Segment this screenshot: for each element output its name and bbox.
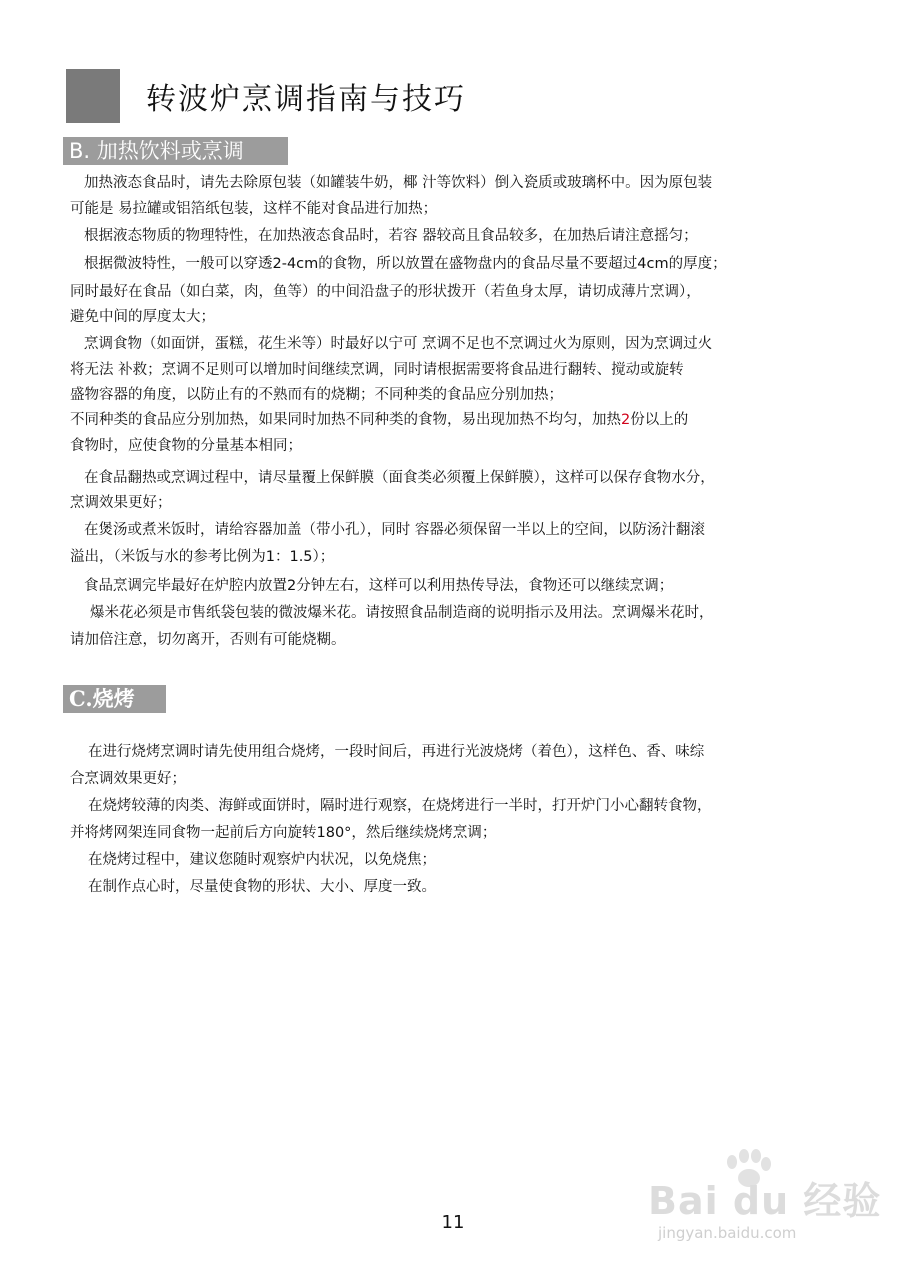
section-b-line: 避免中间的厚度太大；	[70, 309, 215, 325]
section-b-line: 食物时，应使食物的分量基本相同；	[70, 438, 302, 454]
section-c-heading: C.烧烤	[63, 685, 166, 713]
section-b-line: 同时最好在食品（如白菜，肉，鱼等）的中间沿盘子的形状拨开（若鱼身太厚，请切成薄片烹调），	[70, 284, 701, 300]
baidu-watermark	[640, 1148, 880, 1258]
section-c-line: 在进行烧烤烹调时请先使用组合烧烤，一段时间后，再进行光波烧烤（着色），这样色、香、味综	[88, 744, 705, 760]
section-b-text: 不同种类的食品应分别加热，如果同时加热不同种类的食物，易出现加热不均匀，加热	[70, 412, 621, 428]
page-title: 转波炉烹调指南与技巧	[146, 82, 466, 117]
section-b-line: 盛物容器的角度，以防止有的不熟而有的烧糊；不同种类的食品应分别加热；	[70, 387, 563, 403]
section-b-line: 在煲汤或煮米饭时，请给容器加盖（带小孔），同时 容器必须保留一半以上的空间，以防汤汁翻滚	[84, 522, 705, 538]
section-b-line: 烹调食物（如面饼，蛋糕，花生米等）时最好以宁可 烹调不足也不烹调过火为原则，因为烹调过火	[84, 336, 713, 352]
section-b-line: 在食品翻热或烹调过程中，请尽量覆上保鲜膜（面食类必须覆上保鲜膜），这样可以保存食物水分，	[84, 470, 715, 486]
highlight-number: 2	[621, 412, 631, 428]
section-b-line: 溢出，（米饭与水的参考比例为1：1.5）；	[70, 549, 335, 565]
section-b-line	[70, 410, 688, 430]
section-b-line: 爆米花必须是市售纸袋包装的微波爆米花。请按照食品制造商的说明指示及用法。烹调爆米花时，	[90, 605, 714, 621]
section-c-line: 合烹调效果更好；	[70, 771, 186, 787]
section-b-line: 加热液态食品时，请先去除原包装（如罐装牛奶，椰 汁等饮料）倒入瓷质或玻璃杯中。因为原包装	[84, 175, 713, 191]
section-b-line: 根据液态物质的物理特性，在加热液态食品时，若容 器较高且食品较多，在加热后请注意摇匀；	[84, 228, 698, 244]
section-b-line: 根据微波特性，一般可以穿透2-4cm的食物，所以放置在盛物盘内的食品尽量不要超过4cm的厚度；	[84, 256, 727, 272]
section-b-line: 烹调效果更好；	[70, 495, 172, 511]
section-b-line: 食品烹调完毕最好在炉腔内放置2分钟左右，这样可以利用热传导法，食物还可以继续烹调；	[84, 578, 674, 594]
section-b-line: 请加倍注意，切勿离开，否则有可能烧糊。	[70, 632, 346, 648]
section-c-line: 在烧烤过程中，建议您随时观察炉内状况，以免烧焦；	[88, 852, 436, 868]
section-c-line: 在烧烤较薄的肉类、海鲜或面饼时，隔时进行观察，在烧烤进行一半时，打开炉门小心翻转食物，	[88, 798, 712, 814]
section-b-text: 份以上的	[630, 412, 689, 428]
section-b-line: 可能是 易拉罐或铝箔纸包装，这样不能对食品进行加热；	[70, 201, 438, 217]
page-number: 11	[441, 1212, 465, 1233]
watermark-url: jingyan.baidu.com	[658, 1224, 797, 1242]
section-b-line: 将无法 补救；烹调不足则可以增加时间继续烹调，同时请根据需要将食品进行翻转、搅动或旋转	[70, 362, 684, 378]
section-c-line: 在制作点心时，尽量使食物的形状、大小、厚度一致。	[88, 879, 436, 895]
watermark-logo: Bai du 经验	[648, 1179, 882, 1223]
section-b-heading: B. 加热饮料或烹调	[63, 137, 288, 165]
section-c-line: 并将烤网架连同食物一起前后方向旋转180°，然后继续烧烤烹调；	[70, 825, 497, 841]
title-marker-block	[66, 69, 120, 123]
